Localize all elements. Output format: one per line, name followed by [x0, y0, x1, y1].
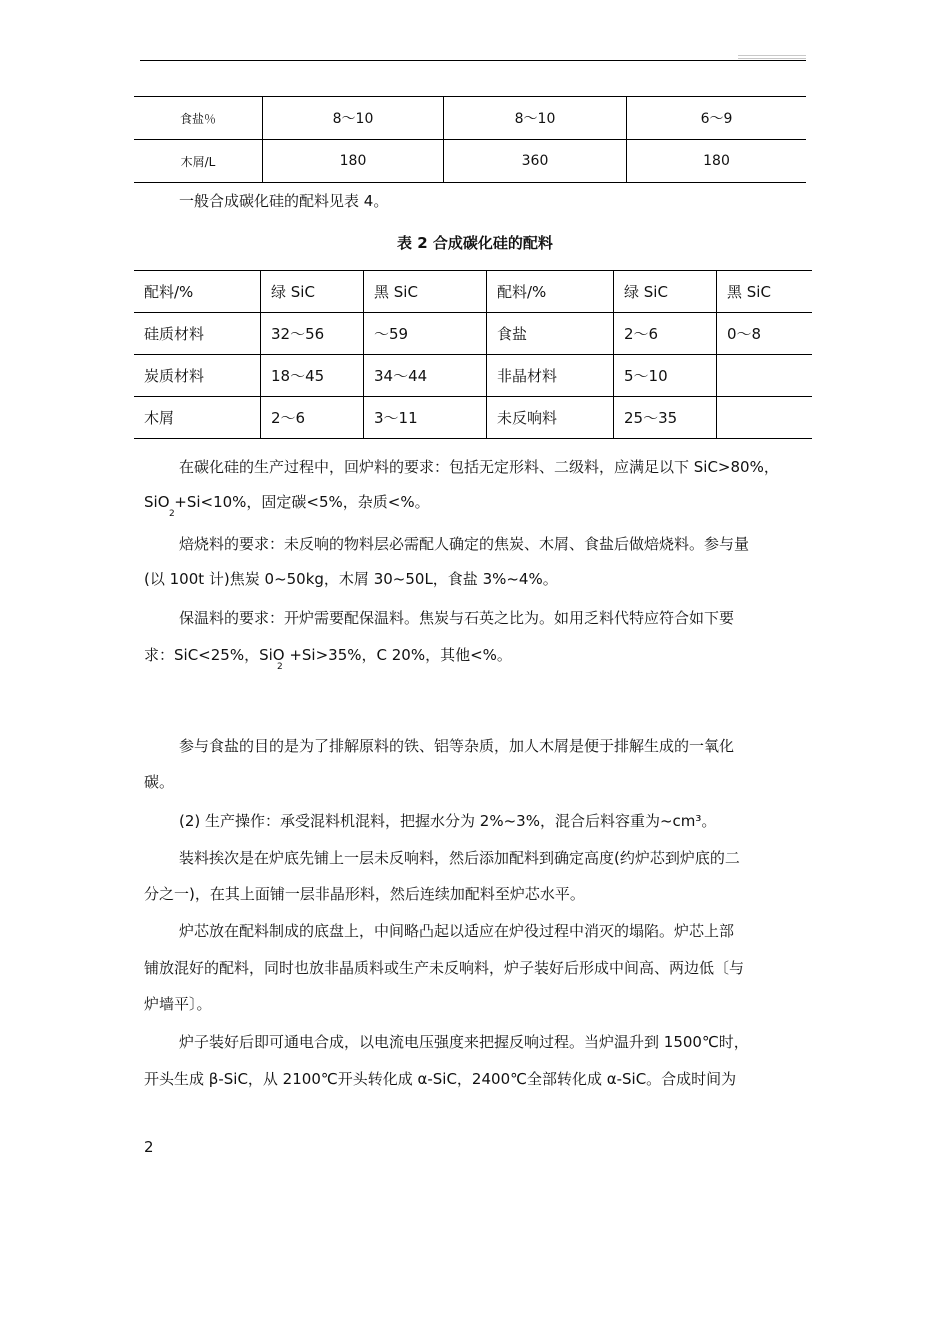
column-header: 配料/% [134, 271, 261, 313]
page-number: 2 [144, 1138, 154, 1156]
table-continued [134, 96, 806, 183]
table-cell: 木屑 [134, 397, 261, 439]
paragraph-roasting-cont: (以 100t 计)焦炭 0~50kg，木屑 30~50L，食盐 3%~4%。 [144, 570, 558, 588]
paragraph-salt-purpose-cont: 碳。 [144, 773, 175, 791]
paragraph-loading-cont: 分之一)，在其上面铺一层非晶形料，然后连续加配料至炉芯水平。 [144, 885, 585, 903]
header-rule [140, 60, 806, 61]
table-cell: ～59 [364, 313, 487, 355]
paragraph-operation: (2) 生产操作：承受混料机混料，把握水分为 2%~3%，混合后料容重为~cm³。 [179, 812, 717, 830]
table-row [134, 140, 806, 183]
subscript: 2 [169, 509, 175, 519]
paragraph-core-cont: 铺放混好的配料，同时也放非晶质料或生产未反响料，炉子装好后形成中间高、两边低〔与 [144, 959, 745, 977]
paragraph-recycle: 在碳化硅的生产过程中，回炉料的要求：包括无定形料、二级料，应满足以下 SiC>80%， [179, 458, 779, 476]
table-cell: 炭质材料 [134, 355, 261, 397]
paragraph-synthesis: 炉子装好后即可通电合成，以电流电压强度来把握反响过程。当炉温升到 1500℃时， [179, 1033, 749, 1051]
paragraph-salt-purpose: 参与食盐的目的是为了排解原料的铁、铝等杂质，加人木屑是便于排解生成的一氧化 [179, 737, 735, 755]
table-cell: 34～44 [364, 355, 487, 397]
table-cell: 木屑/L [134, 140, 263, 183]
header-decoration [738, 55, 806, 56]
header-decoration [738, 58, 806, 59]
paragraph-roasting: 焙烧料的要求：未反响的物料层必需配人确定的焦炭、木屑、食盐后做焙烧料。参与量 [179, 535, 750, 553]
table-row [134, 397, 812, 439]
paragraph-synthesis-cont: 开头生成 β-SiC，从 2100℃开头转化成 α-SiC，2400℃全部转化成 α-SiC。合成时间为 [144, 1070, 737, 1088]
table-cell: 18～45 [261, 355, 364, 397]
table-cell: 食盐 [487, 313, 614, 355]
table-cell [717, 397, 813, 439]
table-row [134, 313, 812, 355]
intro-text: 一般合成碳化硅的配料见表 4。 [179, 192, 389, 210]
table-cell: 2～6 [614, 313, 717, 355]
column-header: 绿 SiC [261, 271, 364, 313]
subscript: 2 [277, 662, 283, 672]
ingredients-table [134, 270, 812, 439]
table-cell: 180 [263, 140, 444, 183]
table-cell: 5～10 [614, 355, 717, 397]
paragraph-core-cont: 炉墙平〕。 [144, 995, 212, 1013]
table-cell [717, 355, 813, 397]
table-cell: 未反响料 [487, 397, 614, 439]
table-cell: 3～11 [364, 397, 487, 439]
table-cell: 2～6 [261, 397, 364, 439]
paragraph-insulation: 保温料的要求：开炉需要配保温料。焦炭与石英之比为。如用乏料代特应符合如下要 [179, 609, 735, 627]
paragraph-recycle-cont: SiO +Si<10%，固定碳<5%，杂质<%。 [144, 493, 430, 511]
table-row [134, 97, 806, 140]
column-header: 绿 SiC [614, 271, 717, 313]
table-cell: 食盐％ [134, 97, 263, 140]
table-cell: 非晶材料 [487, 355, 614, 397]
table-title: 表 2 合成碳化硅的配料 [397, 234, 553, 252]
table-cell: 硅质材料 [134, 313, 261, 355]
table-cell: 180 [627, 140, 807, 183]
table-cell: 360 [444, 140, 627, 183]
table-cell: 32～56 [261, 313, 364, 355]
column-header: 黑 SiC [717, 271, 813, 313]
paragraph-loading: 装料挨次是在炉底先铺上一层未反响料，然后添加配料到确定高度(约炉芯到炉底的二 [179, 849, 740, 867]
paragraph-core: 炉芯放在配料制成的底盘上，中间略凸起以适应在炉役过程中消灭的塌陷。炉芯上部 [179, 922, 735, 940]
table-header-row [134, 271, 812, 313]
table-cell: 6～9 [627, 97, 807, 140]
table-cell: 0～8 [717, 313, 813, 355]
paragraph-insulation-cont: 求：SiC<25%，SiO +Si>35%，C 20%，其他<%。 [144, 646, 512, 664]
column-header: 黑 SiC [364, 271, 487, 313]
table-cell: 8～10 [444, 97, 627, 140]
column-header: 配料/% [487, 271, 614, 313]
table-cell: 25～35 [614, 397, 717, 439]
table-cell: 8～10 [263, 97, 444, 140]
table-row [134, 355, 812, 397]
